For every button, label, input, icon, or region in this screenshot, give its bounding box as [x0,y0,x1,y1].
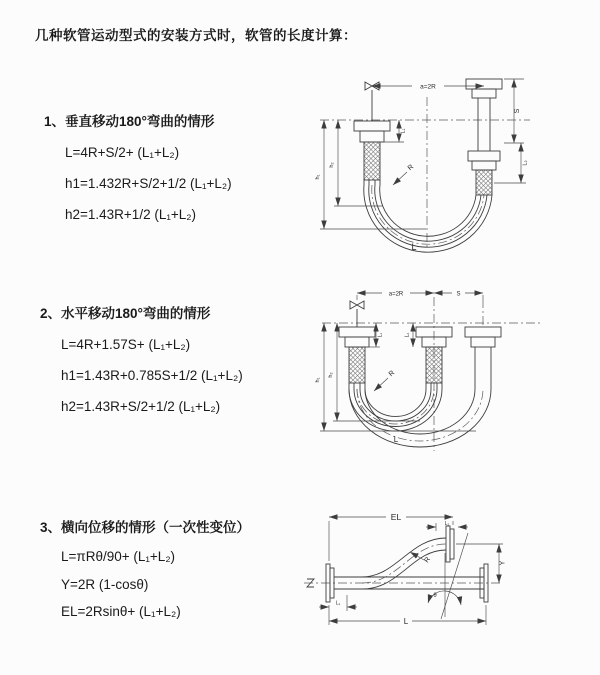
hose-centerline [372,185,484,244]
formula-h2: h2=1.43R+1/2 (L₁+L₂) [65,207,197,222]
u-bend-hose-displaced [349,389,491,447]
dimensions [319,512,507,626]
dim-label-r: R [423,556,433,565]
s-curve-hose [362,538,446,589]
braided-hose-section [476,170,492,195]
dim-label-l1: L₁ [335,600,341,607]
braided-hose-section [349,347,365,383]
dim-label-s: S [456,291,461,298]
dim-label-h1: h₁ [315,377,321,383]
section-lateral-displacement [40,516,250,626]
section-heading: 2、水平移动180°弯曲的情形 [40,306,211,321]
formula-el: EL=2Rsinθ+ (L₁+L₂) [61,604,181,619]
section-horizontal-movement [40,302,243,422]
dim-label-a2r: a=2R [388,291,404,298]
angle-construction [428,533,468,619]
diagram-vertical-180-bend [308,73,598,253]
formula-length: L=πRθ/90+ (L₁+L₂) [61,549,176,564]
left-pipe-end [354,82,390,180]
dim-label-a2r: a=2R [420,83,436,91]
diagram-horizontal-180-bend [308,281,598,456]
dim-label-el: EL [390,512,402,522]
left-pipe-end [339,301,375,383]
formula-y: Y=2R (1-cosθ) [61,576,149,592]
u-bend-hose [364,180,492,252]
dim-label-l1: L₁ [400,128,407,134]
dim-label-l: L [411,242,417,252]
formula-h1: h1=1.43R+0.785S+1/2 (L₁+L₂) [61,368,243,383]
dimensions [315,79,529,252]
hose-centerline [357,389,434,424]
braided-hose-section [364,142,380,180]
dim-label-l: L [393,435,399,444]
shifted-pipe-end [465,327,501,389]
page-title: 几种软管运动型式的安装方式时，软管的长度计算： [35,28,357,43]
braided-hose-section [426,347,442,383]
section-vertical-movement [44,110,232,230]
dim-label-l2: L₂ [404,332,411,338]
dim-label-l: L [403,617,409,626]
dim-label-r: R [387,369,397,379]
dim-label-h2: h₂ [329,162,335,168]
upper-flange [446,526,454,562]
formula-length: L=4R+1.57S+ (L₁+L₂) [61,337,191,352]
dim-label-theta: θ [433,593,437,599]
dim-label-l1: L₁ [377,332,384,338]
dim-label-l2: L₂ [522,160,529,166]
dim-label-y: Y [499,560,507,566]
formula-length: L=4R+S/2+ (L₁+L₂) [65,145,180,160]
dim-label-h1: h₁ [315,174,321,180]
dimensions [315,291,483,444]
diagram-lateral-displacement [300,503,600,648]
formula-h2: h2=1.43R+S/2+1/2 (L₁+L₂) [61,399,221,414]
formula-h1: h1=1.432R+S/2+1/2 (L₁+L₂) [65,176,232,191]
section-heading: 1、垂直移动180°弯曲的情形 [44,114,215,129]
dim-label-s: S [514,108,521,114]
dim-label-h2: h₂ [328,372,334,378]
valve-icon [350,301,364,309]
dim-label-r: R [406,163,416,173]
section-heading: 3、横向位移的情形（一次性变位） [40,520,251,535]
right-pipe-end [466,79,502,195]
dim-label-l2: L₂ [444,521,450,527]
